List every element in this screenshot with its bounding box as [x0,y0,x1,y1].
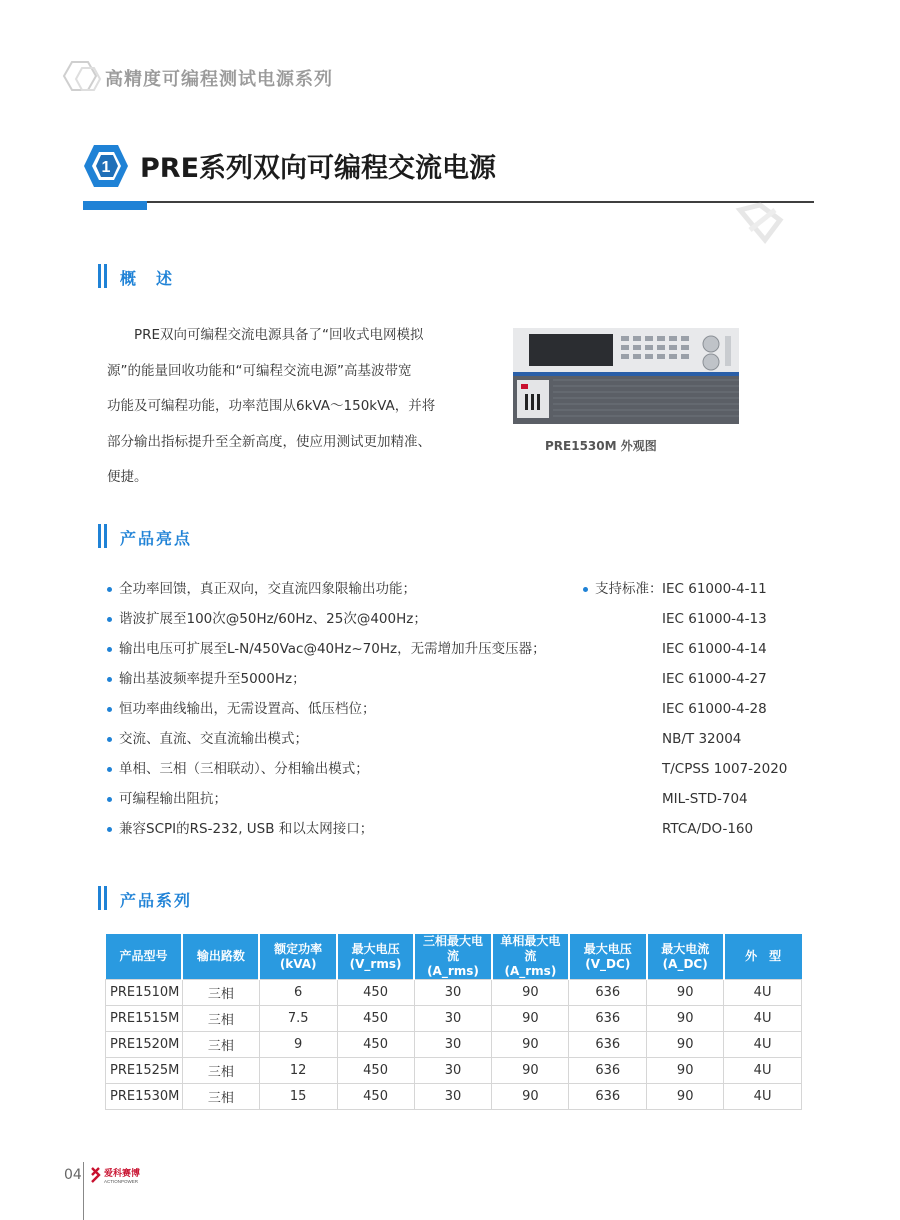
feature-item: 输出电压可扩展至L-N/450Vac@40Hz~70Hz，无需增加升压变压器； [105,638,546,668]
heading-bars-icon [98,264,110,288]
table-cell: 12 [259,1058,337,1084]
table-cell: 90 [647,980,724,1006]
column-header-text: (kVA) [279,956,317,971]
column-header-text: (A_rms) [427,964,479,978]
table-cell: 450 [337,1006,414,1032]
feature-item: 交流、直流、交直流输出模式； [105,728,546,758]
series-header-title: 高精度可编程测试电源系列 [105,69,333,90]
standard-item: T/CPSS 1007-2020 [662,761,788,777]
logo-brand-text: 爱科赛博 [104,1169,141,1179]
section-divider [83,201,814,203]
standard-item: IEC 61000-4-14 [662,641,767,657]
table-cell: PRE1510M [106,980,183,1006]
table-cell: 30 [414,1006,492,1032]
table-cell: 90 [647,1032,724,1058]
table-cell: 30 [414,1032,492,1058]
standard-item: IEC 61000-4-11 [662,581,767,597]
table-cell: 30 [414,980,492,1006]
column-header [414,934,492,980]
table-cell: 90 [647,1058,724,1084]
table-cell: 90 [647,1006,724,1032]
logo-brand-en: ACTIONPOWER [104,1179,139,1184]
table-row [106,1058,802,1084]
table-cell: 90 [492,1006,569,1032]
footer-divider [83,1162,84,1220]
image-caption: PRE1530M 外观图 [545,439,657,453]
standard-item: IEC 61000-4-27 [662,671,767,687]
column-header-text: (V_DC) [585,956,631,971]
column-header-text: (A_rms) [504,964,557,978]
standard-item: RTCA/DO-160 [662,821,754,837]
table-cell: PRE1520M [106,1032,183,1058]
table-cell: 450 [337,1058,414,1084]
table-cell: 三相 [182,1058,259,1084]
column-header [647,934,724,980]
column-header [569,934,647,980]
page-number: 04 [64,1167,82,1183]
column-header-text: 最大电流 [661,941,710,956]
table-cell: 三相 [182,1084,259,1110]
heading-bars-icon [98,886,110,910]
standards-label: 支持标准： [581,578,663,600]
table-cell: 三相 [182,1006,259,1032]
column-header-text: 产品型号 [119,949,168,963]
table-cell: 90 [492,980,569,1006]
table-cell: 15 [259,1084,337,1110]
table-cell: 90 [492,1058,569,1084]
column-header-text: (A_DC) [662,956,708,971]
standards-list [662,578,787,848]
feature-item: 全功率回馈，真正双向，交直流四象限输出功能； [105,578,546,608]
section-number: 1 [101,159,111,176]
column-header [337,934,414,980]
standard-item: NB/T 32004 [662,731,742,747]
table-cell: 636 [569,1084,647,1110]
table-cell: 4U [724,980,802,1006]
overview-paragraph [107,318,452,496]
table-cell: 636 [569,1006,647,1032]
column-header-text: 输出路数 [196,949,245,963]
column-header [492,934,569,980]
table-cell: 90 [647,1084,724,1110]
column-header [182,934,259,980]
feature-list [105,578,546,848]
table-cell: 450 [337,1032,414,1058]
table-cell: 30 [414,1084,492,1110]
column-header [724,934,802,980]
table-cell: 90 [492,1032,569,1058]
table-row [106,1006,802,1032]
column-header-text: 三相最大电流 [422,934,483,963]
heading-bars-icon [98,524,110,548]
product-series-table [105,934,802,1110]
feature-item: 输出基波频率提升至5000Hz； [105,668,546,698]
table-cell: 636 [569,980,647,1006]
table-cell: 4U [724,1032,802,1058]
table-row [106,1084,802,1110]
overview-line: 便捷。 [107,469,148,485]
product-image [513,328,739,424]
table-cell: 三相 [182,980,259,1006]
table-cell: 30 [414,1058,492,1084]
decorative-watermark-icon [730,195,790,250]
table-row [106,980,802,1006]
section-title: PRE系列双向可编程交流电源 [140,153,497,184]
table-row [106,1032,802,1058]
table-header-row [106,934,802,980]
feature-item: 恒功率曲线输出，无需设置高、低压档位； [105,698,546,728]
overview-line: PRE双向可编程交流电源具备了“回收式电网模拟 [134,327,424,343]
table-cell: PRE1515M [106,1006,183,1032]
table-cell: 636 [569,1032,647,1058]
table-cell: 7.5 [259,1006,337,1032]
column-header-text: 最大电压 [583,941,632,956]
table-cell: 9 [259,1032,337,1058]
column-header [259,934,337,980]
table-cell: 450 [337,980,414,1006]
hexagon-logo-icon [60,60,104,96]
table-cell: 4U [724,1006,802,1032]
overview-line: 功能及可编程功能，功率范围从6kVA～150kVA，并将 [107,398,436,414]
column-header-text: (V_rms) [349,956,402,971]
overview-line: 源”的能量回收功能和“可编程交流电源”高基波带宽 [107,362,412,379]
standard-item: IEC 61000-4-28 [662,701,767,717]
section-number-badge [83,143,129,189]
feature-item: 兼容SCPI的RS-232, USB 和以太网接口； [105,818,546,848]
table-cell: 6 [259,980,337,1006]
feature-item: 可编程输出阻抗； [105,788,546,818]
table-cell: 4U [724,1084,802,1110]
overview-line: 部分输出指标提升至全新高度，使应用测试更加精准、 [107,433,431,450]
column-header-text: 外 型 [745,949,782,963]
column-header-text: 额定功率 [274,941,323,956]
column-header [106,934,183,980]
feature-item: 单相、三相（三相联动）、分相输出模式； [105,758,546,788]
table-cell: 450 [337,1084,414,1110]
column-header-text: 最大电压 [351,941,400,956]
table-cell: 4U [724,1058,802,1084]
table-cell: PRE1525M [106,1058,183,1084]
table-cell: 三相 [182,1032,259,1058]
standard-item: MIL-STD-704 [662,791,748,807]
feature-item: 谐波扩展至100次@50Hz/60Hz、25次@400Hz； [105,608,546,638]
table-body [106,980,802,1110]
table-cell: PRE1530M [106,1084,183,1110]
table-cell: 636 [569,1058,647,1084]
column-header-text: 单相最大电流 [500,934,561,963]
table-cell: 90 [492,1084,569,1110]
actionpower-logo [90,1166,154,1184]
section-divider-accent [83,201,147,210]
standard-item: IEC 61000-4-13 [662,611,767,627]
